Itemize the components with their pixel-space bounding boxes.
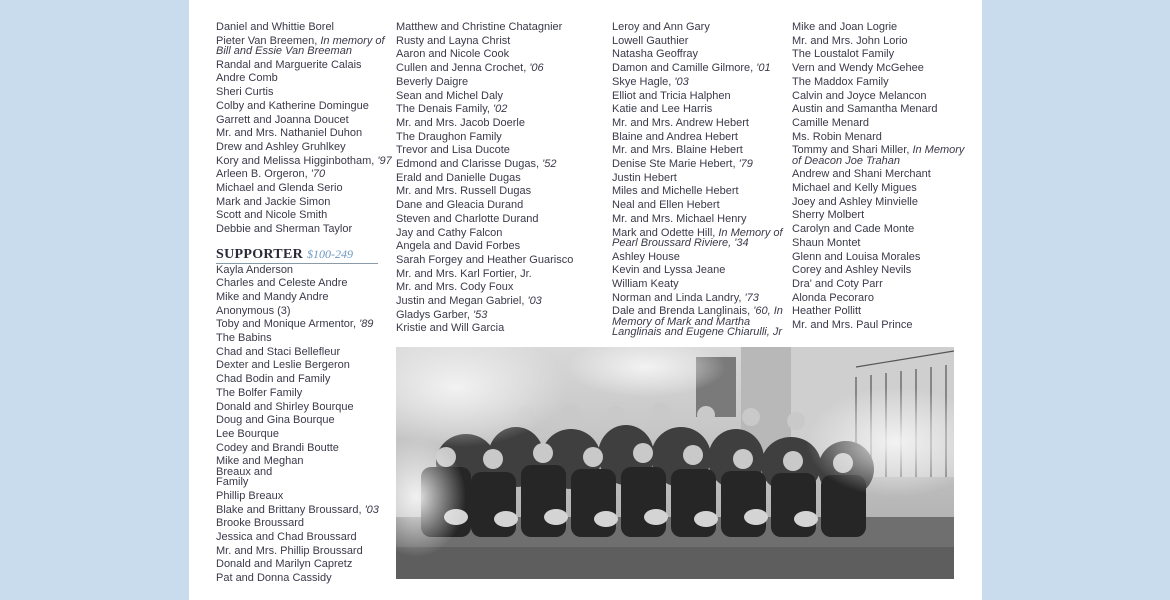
donor-entry: Gladys Garber, '53: [396, 308, 488, 321]
donor-entry: Chad Bodin and Family: [216, 373, 331, 386]
donor-entry: Andrew and Shani Merchant: [792, 168, 931, 181]
donor-entry: Donald and Shirley Bourque: [216, 400, 354, 413]
donor-entry: Kristie and Will Garcia: [396, 322, 505, 335]
donor-entry: Mike and Mandy Andre: [216, 290, 329, 303]
donor-entry: Matthew and Christine Chatagnier: [396, 21, 563, 33]
donor-entry: Mr. and Mrs. Andrew Hebert: [612, 116, 749, 129]
donor-entry: Justin and Megan Gabriel, '03: [396, 295, 542, 308]
donor-entry: The Draughon Family: [396, 130, 502, 143]
donor-entry: Blaine and Andrea Hebert: [612, 130, 738, 143]
donor-entry: Mr. and Mrs. John Lorio: [792, 34, 908, 47]
donor-entry: Angela and David Forbes: [396, 240, 521, 253]
donor-entry: Scott and Nicole Smith: [216, 209, 328, 222]
donor-entry: Colby and Katherine Domingue: [216, 99, 369, 112]
group-photo: [396, 347, 954, 579]
donor-entry: William Keaty: [612, 277, 679, 290]
supporter-list: [216, 264, 386, 586]
donor-entry: The Denais Family, '02: [396, 103, 508, 116]
donor-entry: Randal and Marguerite Calais: [216, 58, 362, 71]
donor-entry: Doug and Gina Bourque: [216, 414, 335, 427]
donor-entry: Sean and Michel Daly: [396, 89, 504, 102]
donor-entry: Lee Bourque: [216, 427, 279, 440]
donor-entry: Calvin and Joyce Melancon: [792, 89, 927, 102]
donor-entry: Mr. and Mrs. Cody Foux: [396, 281, 514, 294]
donor-entry: Steven and Charlotte Durand: [396, 212, 539, 225]
donor-entry: Norman and Linda Landry, '73: [612, 291, 759, 304]
donor-list-top: [216, 21, 392, 237]
donor-column-3: [612, 21, 787, 340]
donor-entry: Ashley House: [612, 250, 680, 263]
donor-entry: Dale and Brenda Langlinais, '60, In Memory of Mark and Martha Langlinais and Eugene Chiarulli, Jr: [612, 305, 783, 339]
donor-entry: Mr. and Mrs. Michael Henry: [612, 212, 747, 225]
donor-column-4: [792, 21, 967, 333]
donor-entry: Mr. and Mrs. Phillip Broussard: [216, 544, 363, 557]
donor-entry: Mr. and Mrs. Blaine Hebert: [612, 144, 743, 157]
donor-entry: Katie and Lee Harris: [612, 103, 713, 116]
donor-page: [189, 0, 982, 600]
donor-entry: Austin and Samantha Menard: [792, 103, 938, 116]
donor-entry: Blake and Brittany Broussard, '03: [216, 503, 379, 516]
donor-entry: The Maddox Family: [792, 75, 889, 88]
donor-entry: Corey and Ashley Nevils: [792, 264, 912, 277]
donor-entry: Donald and Marilyn Capretz: [216, 558, 353, 571]
donor-entry: Trevor and Lisa Ducote: [396, 144, 510, 157]
donor-entry: Tommy and Shari Miller, In Memory of Deacon Joe Trahan: [792, 144, 965, 167]
donor-entry: Aaron and Nicole Cook: [396, 48, 510, 61]
donor-entry: Cullen and Jenna Crochet, '06: [396, 62, 544, 75]
donor-entry: Chad and Staci Bellefleur: [216, 345, 341, 358]
donor-entry: The Babins: [216, 332, 272, 345]
supporter-section-heading: [216, 248, 378, 264]
donor-entry: Kevin and Lyssa Jeane: [612, 264, 726, 277]
donor-entry: Charles and Celeste Andre: [216, 277, 348, 290]
donor-entry: Garrett and Joanna Doucet: [216, 113, 349, 126]
donor-entry: Codey and Brandi Boutte: [216, 441, 339, 454]
donor-entry: Mr. and Mrs. Jacob Doerle: [396, 116, 525, 129]
donor-entry: Sherry Molbert: [792, 209, 865, 222]
donor-entry: Shaun Montet: [792, 236, 861, 249]
donor-entry: Brooke Broussard: [216, 517, 305, 530]
donor-entry: Mike and Joan Logrie: [792, 21, 898, 33]
donor-entry: Kory and Melissa Higginbotham, '97: [216, 154, 392, 167]
donor-entry: Anonymous (3): [216, 304, 291, 317]
donor-entry: Dra' and Coty Parr: [792, 277, 883, 290]
donor-entry: Jessica and Chad Broussard: [216, 531, 357, 543]
donor-entry: Debbie and Sherman Taylor: [216, 223, 353, 236]
donor-entry: Camille Menard: [792, 116, 870, 129]
donor-entry: Dane and Gleacia Durand: [396, 199, 524, 212]
donor-entry: Justin Hebert: [612, 171, 677, 184]
donor-entry: Michael and Glenda Serio: [216, 182, 343, 195]
donor-entry: Sheri Curtis: [216, 86, 274, 99]
donor-entry: Carolyn and Cade Monte: [792, 223, 915, 236]
donor-entry: Neal and Ellen Hebert: [612, 199, 720, 212]
donor-entry: Miles and Michelle Hebert: [612, 185, 739, 198]
donor-entry: Vern and Wendy McGehee: [792, 62, 924, 75]
donor-entry: Mr. and Mrs. Russell Dugas: [396, 185, 532, 198]
donor-entry: Toby and Monique Armentor, '89: [216, 318, 374, 331]
donor-entry: Sarah Forgey and Heather Guarisco: [396, 253, 574, 266]
donor-entry: Kayla Anderson: [216, 263, 294, 276]
donor-entry: Michael and Kelly Migues: [792, 182, 917, 195]
donor-entry: Beverly Daigre: [396, 75, 469, 88]
donor-entry: Pieter Van Breemen, In memory of Bill and Essie Van Breeman: [216, 34, 385, 58]
donor-entry: The Loustalot Family: [792, 48, 895, 61]
donor-entry: Erald and Danielle Dugas: [396, 171, 521, 184]
donor-entry: Rusty and Layna Christ: [396, 34, 511, 47]
donor-entry: Ms. Robin Menard: [792, 130, 882, 143]
donor-entry: Natasha Geoffray: [612, 48, 699, 61]
donor-entry: Damon and Camille Gilmore, '01: [612, 62, 771, 75]
donor-entry: Drew and Ashley Gruhlkey: [216, 140, 346, 153]
donor-entry: Phillip Breaux: [216, 489, 284, 502]
donor-entry: Mr. and Mrs. Nathaniel Duhon: [216, 127, 363, 140]
donor-entry: Skye Hagle, '03: [612, 75, 689, 88]
donor-entry: Alonda Pecoraro: [792, 291, 874, 304]
donor-entry: Denise Ste Marie Hebert, '79: [612, 158, 753, 171]
donor-entry: Elliot and Tricia Halphen: [612, 89, 731, 102]
donor-entry: Mr. and Mrs. Paul Prince: [792, 319, 913, 332]
donor-entry: Daniel and Whittie Borel: [216, 21, 335, 33]
donor-entry: Heather Pollitt: [792, 305, 862, 318]
donor-entry: Andre Comb: [216, 72, 278, 85]
donor-entry: Mike and Meghan Breaux and Family: [216, 455, 304, 489]
donor-entry: Glenn and Louisa Morales: [792, 250, 921, 263]
donor-entry: Joey and Ashley Minvielle: [792, 195, 918, 208]
donor-entry: Dexter and Leslie Bergeron: [216, 359, 350, 372]
donor-entry: Jay and Cathy Falcon: [396, 226, 503, 239]
donor-column-1: [216, 21, 392, 586]
donor-entry: Mr. and Mrs. Karl Fortier, Jr.: [396, 267, 532, 280]
donor-entry: Mark and Odette Hill, In Memory of Pearl Broussard Riviere, '34: [612, 226, 783, 250]
donor-column-2: [396, 21, 596, 336]
supporter-title: SUPPORTER: [216, 246, 303, 262]
donor-entry: Lowell Gauthier: [612, 34, 689, 47]
donor-entry: The Bolfer Family: [216, 386, 303, 399]
donor-entry: Leroy and Ann Gary: [612, 21, 710, 33]
supporter-range: $100-249: [307, 246, 353, 261]
donor-entry: Edmond and Clarisse Dugas, '52: [396, 158, 557, 171]
donor-entry: Mark and Jackie Simon: [216, 195, 331, 208]
donor-entry: Pat and Donna Cassidy: [216, 572, 332, 585]
donor-entry: Arleen B. Orgeron, '70: [216, 168, 326, 181]
